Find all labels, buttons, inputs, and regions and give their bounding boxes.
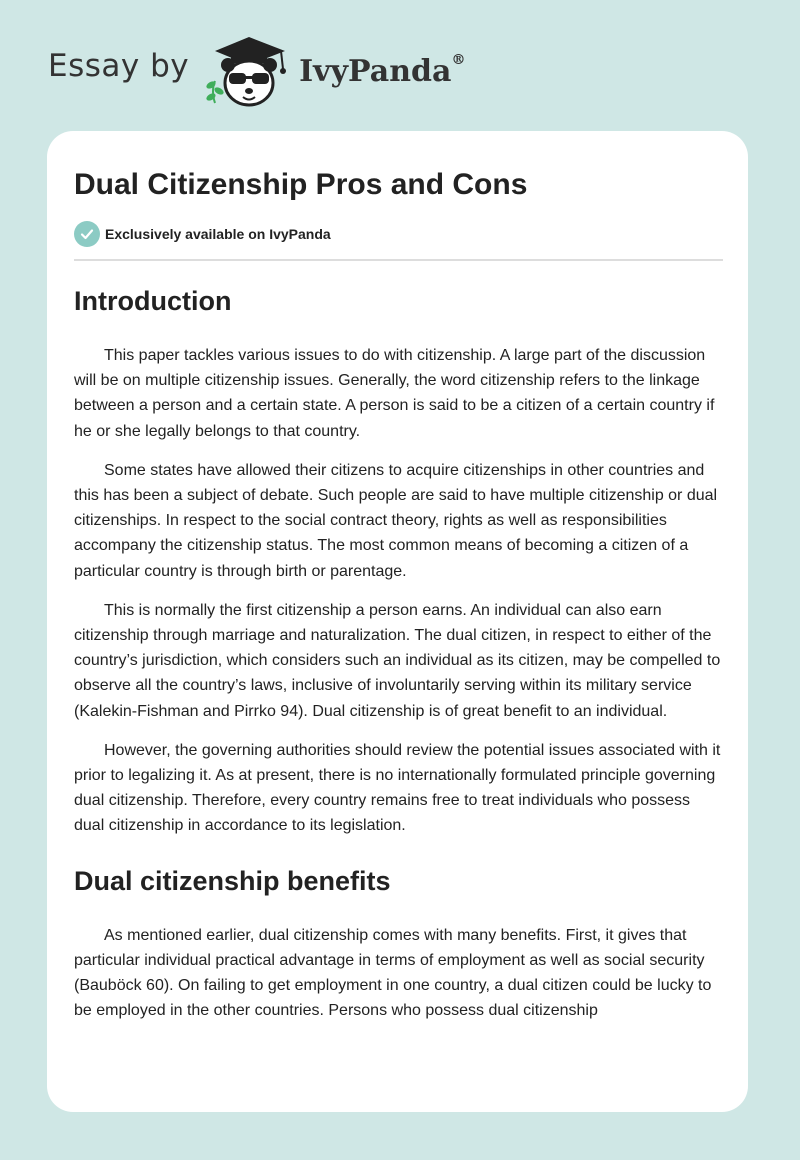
paragraph: However, the governing authorities should review the potential issues associated with it prior to legalizing it. As at present, there is no internationally formulated principle governing dual citizenship. Therefore, every country remains free to treat individuals who possess dual citizenship in accordance to its legislation. bbox=[74, 741, 721, 835]
badge-label: Exclusively available on IvyPanda bbox=[105, 226, 331, 242]
panda-graduate-icon bbox=[203, 29, 295, 111]
brand-name[interactable]: IvyPanda® bbox=[299, 51, 466, 89]
site-header bbox=[48, 30, 465, 110]
section-heading-benefits: Dual citizenship benefits bbox=[74, 865, 391, 896]
check-circle-icon bbox=[74, 221, 100, 247]
exclusive-badge bbox=[74, 221, 722, 247]
essay-card bbox=[47, 131, 748, 1112]
paragraph: Some states have allowed their citizens to acquire citizenships in other countries and this has been a subject of debate. Such people are said to have multiple citizenship or dual citizenships. In respect to the social contract theory, rights as well as responsibilities accompany the citizenship status. The most common means of becoming a citizen of a particular country is through birth or parentage. bbox=[74, 461, 718, 580]
title-divider bbox=[74, 259, 723, 261]
page-title: Dual Citizenship Pros and Cons bbox=[74, 168, 528, 201]
section-heading-introduction: Introduction bbox=[74, 286, 232, 316]
essay-by-label: Essay by bbox=[48, 48, 190, 84]
paragraph: This is normally the first citizenship a person earns. An individual can also earn citizenship through marriage and naturalization. The dual citizen, in respect to either of the country’s jurisdiction, which considers such an individual as its citizen, may be compelled to observe all the country’s laws, inclusive of involuntarily serving within its military service (Kalekin-Fishman and Pirrko 94). Dual citizenship is of great benefit to an individual. bbox=[74, 601, 721, 720]
paragraph: This paper tackles various issues to do with citizenship. A large part of the discussion will be on multiple citizenship issues. Generally, the word citizenship refers to the linkage between a person and a certain state. A person is said to be a citizen of a certain country if he or she legally belongs to that country. bbox=[74, 347, 715, 440]
trademark-mark: ® bbox=[451, 51, 466, 68]
paragraph: As mentioned earlier, dual citizenship comes with many benefits. First, it gives that particular individual practical advantage in terms of employment as well as social security (Bauböck 60). On failing to get employment in one country, a dual citizen could be lucky to be employed in the other countries. Persons who possess dual citizenship bbox=[74, 926, 712, 1020]
